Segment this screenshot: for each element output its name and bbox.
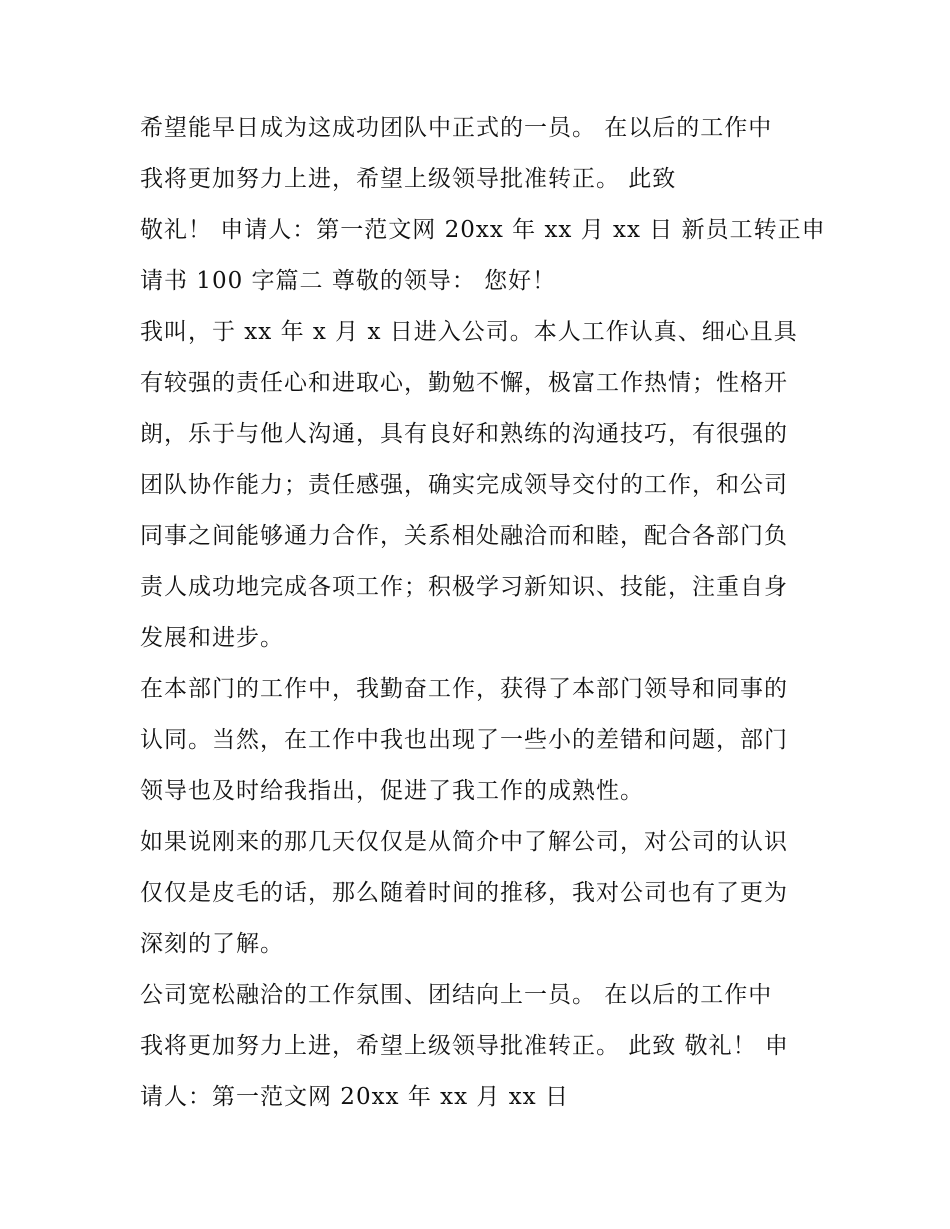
text-line-17: 深刻的了解。 — [140, 931, 284, 957]
text-line-3: 敬礼！ 申请人：第一范文网 20xx 年 xx 月 xx 日 新员工转正申 — [140, 217, 826, 243]
text-line-2: 我将更加努力上进，希望上级领导批准转正。 此致 — [140, 166, 677, 192]
text-line-12: 在本部门的工作中，我勤奋工作，获得了本部门领导和同事的 — [140, 676, 788, 702]
text-line-11: 发展和进步。 — [140, 625, 284, 651]
text-line-18: 公司宽松融洽的工作氛围、团结向上一员。 在以后的工作中 — [140, 982, 773, 1008]
text-line-10: 责人成功地完成各项工作；积极学习新知识、技能，注重自身 — [140, 574, 788, 600]
text-line-13: 认同。当然，在工作中我也出现了一些小的差错和问题，部门 — [140, 727, 788, 753]
text-line-1: 希望能早日成为这成功团队中正式的一员。 在以后的工作中 — [140, 115, 773, 141]
text-line-20: 请人：第一范文网 20xx 年 xx 月 xx 日 — [140, 1084, 569, 1110]
text-line-8: 团队协作能力；责任感强，确实完成领导交付的工作，和公司 — [140, 472, 788, 498]
text-line-6: 有较强的责任心和进取心，勤勉不懈，极富工作热情；性格开 — [140, 370, 788, 396]
document-body — [140, 103, 826, 1123]
text-line-4: 请书 100 字篇二 尊敬的领导： 您好！ — [140, 268, 557, 294]
text-line-19: 我将更加努力上进，希望上级领导批准转正。 此致 敬礼！ 申 — [140, 1033, 789, 1059]
text-line-16: 仅仅是皮毛的话，那么随着时间的推移，我对公司也有了更为 — [140, 880, 788, 906]
text-line-14: 领导也及时给我指出，促进了我工作的成熟性。 — [140, 778, 644, 804]
text-line-9: 同事之间能够通力合作，关系相处融洽而和睦，配合各部门负 — [140, 523, 788, 549]
text-line-7: 朗，乐于与他人沟通，具有良好和熟练的沟通技巧，有很强的 — [140, 421, 788, 447]
text-line-5: 我叫，于 xx 年 x 月 x 日进入公司。本人工作认真、细心且具 — [140, 319, 798, 345]
text-line-15: 如果说刚来的那几天仅仅是从简介中了解公司，对公司的认识 — [140, 829, 788, 855]
